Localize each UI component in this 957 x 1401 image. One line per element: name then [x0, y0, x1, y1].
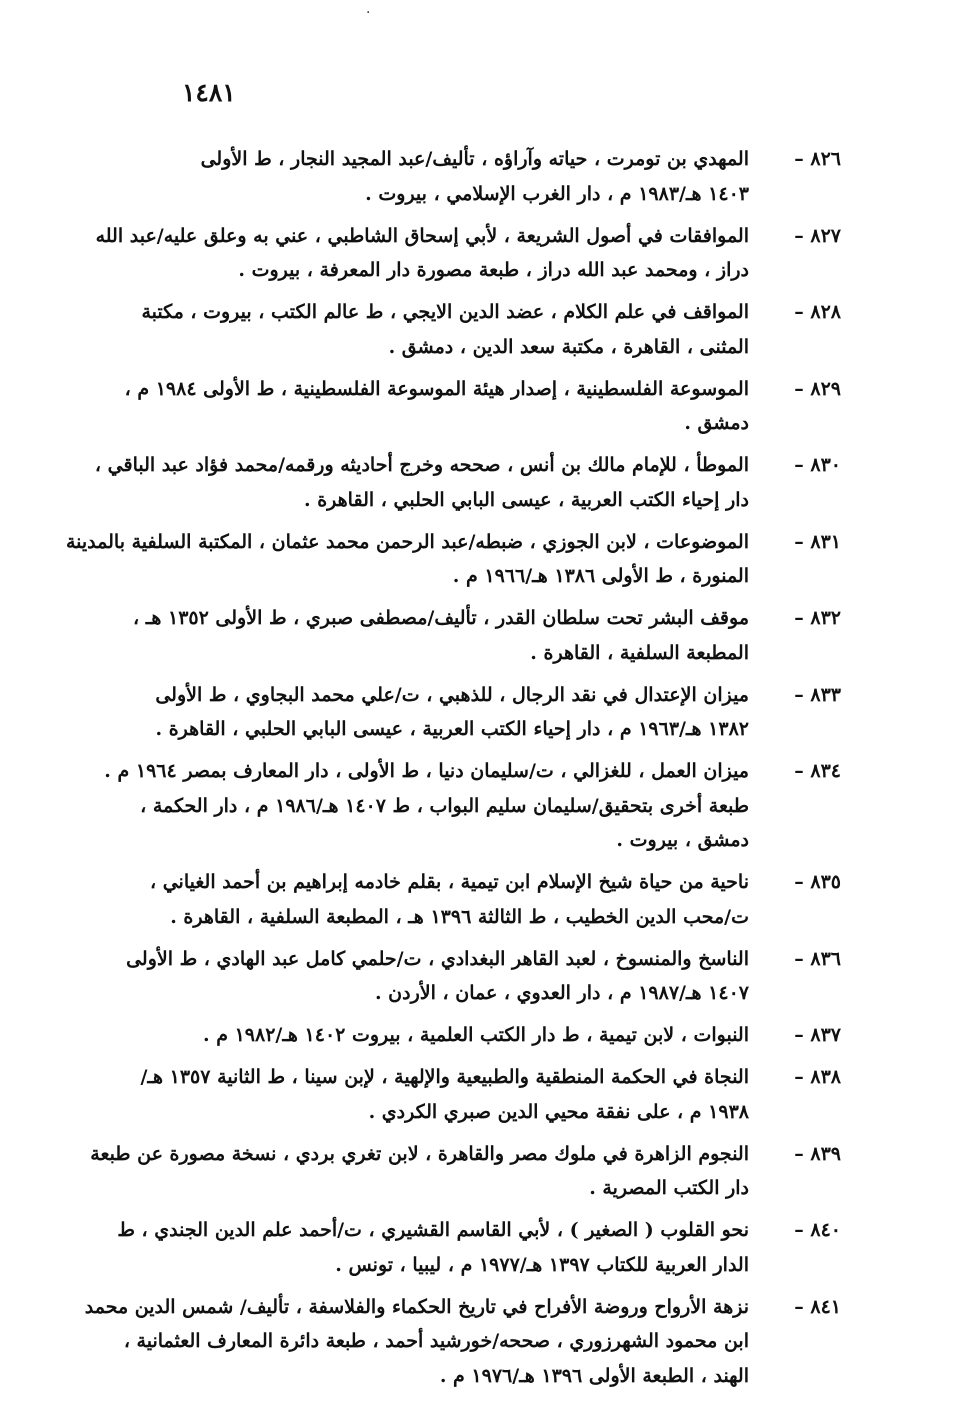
entry-text-line: المواقف في علم الكلام ، عضد الدين الايجي ، ط عالم الكتب ، بيروت ، مكتبة — [141, 301, 749, 323]
bibliography-entry — [117, 1213, 841, 1282]
entry-number: ٨٤٠ – — [794, 1219, 841, 1241]
bibliography-entry — [123, 372, 841, 441]
bibliography-entry — [65, 525, 841, 594]
entry-text-line: طبعة أخرى بتحقيق/سليمان سليم البواب ، ط ١٤٠٧ هـ/١٩٨٦ م ، دار الحكمة ، — [140, 794, 749, 817]
entry-text-line: الهند ، الطبعة الأولى ١٣٩٦ هـ/١٩٧٦ م . — [439, 1364, 749, 1387]
entry-text-line: ١٤٠٣ هـ/١٩٨٣ م ، دار الغرب الإسلامي ، بيروت . — [365, 182, 749, 205]
entry-number: ٨٣٦ – — [794, 947, 841, 970]
entry-number: ٨٤١ – — [794, 1295, 841, 1318]
entry-number: ٨٣٣ – — [794, 683, 841, 706]
entry-text-line: ميزان الإعتدال في نقد الرجال ، للذهبي ، ت/علي محمد البجاوي ، ط الأولى — [155, 683, 749, 706]
entry-text-line: ١٩٣٨ م ، على نفقة محيي الدين صبري الكردي . — [368, 1100, 749, 1123]
entry-number: ٨٣٥ – — [794, 871, 841, 893]
bibliography-entry — [123, 942, 841, 1011]
entry-text-line: موقف البشر تحت سلطان القدر ، تأليف/مصطفى صبري ، ط الأولى ١٣٥٢ هـ ، — [133, 607, 749, 629]
entry-text-line: الموطأ ، للإمام مالك بن أنس ، صححه وخرج أحاديثه ورقمه/محمد فؤاد عبد الباقي ، — [94, 454, 749, 476]
bibliography-entry — [123, 295, 841, 364]
entry-number: ٨٣٨ – — [794, 1066, 841, 1088]
bibliography-entry — [94, 448, 841, 517]
entry-text-line: النجوم الزاهرة في ملوك مصر والقاهرة ، لابن تغري بردي ، نسخة مصورة عن طبعة — [90, 1142, 749, 1165]
entry-text-line: نحو القلوب ( الصغير ) ، لأبي القاسم القشيري ، ت/أحمد علم الدين الجندي ، ط — [117, 1219, 749, 1241]
top-mark: · — [366, 5, 371, 21]
entry-number: ٨٢٦ – — [794, 148, 841, 170]
entry-number: ٨٢٩ – — [794, 377, 841, 400]
bibliography-entry — [123, 601, 841, 670]
bibliography-entry — [123, 142, 841, 211]
entry-text-line: دار الكتب المصرية . — [589, 1177, 749, 1199]
entry-text-line: ت/محب الدين الخطيب ، ط الثالثة ١٣٩٦ هـ ، المطبعة السلفية ، القاهرة . — [170, 905, 749, 928]
entry-text-line: الموسوعة الفلسطينية ، إصدار هيئة الموسوعة الفلسطينية ، ط الأولى ١٩٨٤ م ، — [124, 377, 749, 400]
bibliography-list — [65, 142, 841, 1401]
entry-number: ٨٣٢ – — [794, 607, 841, 629]
bibliography-entry — [123, 678, 841, 747]
entry-text-line: دراز ، ومحمد عبد الله دراز ، طبعة مصورة دار المعرفة ، بيروت . — [238, 259, 749, 281]
bibliography-entry — [104, 754, 841, 858]
entry-text-line: المنورة ، ط الأولى ١٣٨٦ هـ/١٩٦٦ م . — [452, 565, 749, 587]
bibliography-entry — [95, 219, 841, 288]
bibliography-entry — [84, 1290, 841, 1394]
entry-number: ٨٣٧ – — [794, 1024, 841, 1046]
entry-text-line: الموضوعات ، لابن الجوزي ، ضبطه/عبد الرحمن محمد عثمان ، المكتبة السلفية بالمدينة — [65, 530, 749, 553]
entry-text-line: المثنى ، القاهرة ، مكتبة سعد الدين ، دمشق . — [388, 335, 749, 358]
entry-number: ٨٢٨ – — [794, 301, 841, 323]
entry-text-line: ناحية من حياة شيخ الإسلام ابن تيمية ، بقلم خادمه إبراهيم بن أحمد الغياني ، — [149, 871, 749, 893]
entry-text-line: النجاة في الحكمة المنطقية والطبيعية والإلهية ، لإبن سينا ، ط الثانية ١٣٥٧ هـ/ — [140, 1066, 749, 1088]
page-number: ١٤٨١ — [182, 78, 236, 107]
entry-number: ٨٣٩ – — [794, 1142, 841, 1165]
entry-text-line: دار إحياء الكتب العربية ، عيسى البابي الحلبي ، القاهرة . — [304, 488, 749, 511]
entry-number: ٨٣٠ – — [794, 454, 841, 476]
bibliography-entry — [90, 1137, 841, 1206]
entry-text-line: الناسخ والمنسوخ ، لعبد القاهر البغدادي ، ت/حلمي كامل عبد الهادي ، ط الأولى — [126, 947, 749, 970]
entry-text-line: ميزان العمل ، للغزالي ، ت/سليمان دنيا ، ط الأولى ، دار المعارف بمصر ١٩٦٤ م . — [104, 760, 749, 782]
entry-number: ٨٣٤ – — [794, 760, 841, 782]
entry-text-line: النبوات ، لابن تيمية ، ط دار الكتب العلمية ، بيروت ١٤٠٢ هـ/١٩٨٢ م . — [202, 1024, 749, 1046]
entry-text-line: دمشق ، بيروت . — [616, 829, 749, 851]
entry-number: ٨٣١ – — [794, 530, 841, 553]
entry-number: ٨٢٧ – — [794, 224, 841, 247]
entry-text-line: ابن محمود الشهرزوري ، صححه/خورشيد أحمد ، طبعة دائرة المعارف العثمانية ، — [123, 1330, 749, 1352]
entry-text-line: المطبعة السلفية ، القاهرة . — [530, 641, 749, 664]
entry-text-line: الدار العربية للكتاب ١٣٩٧ هـ/١٩٧٧ م ، ليبيا ، تونس . — [335, 1253, 749, 1276]
entry-text-line: نزهة الأرواح وروضة الأفراح في تاريخ الحكماء والفلاسفة ، تأليف/ شمس الدين محمد — [84, 1295, 749, 1318]
bibliography-entry — [123, 1018, 841, 1053]
entry-text-line: المهدي بن تومرت ، حياته وآراؤه ، تأليف/عبد المجيد النجار ، ط الأولى — [200, 148, 749, 170]
entry-text-line: ١٣٨٢ هـ/١٩٦٣ م ، دار إحياء الكتب العربية ، عيسى البابي الحلبي ، القاهرة . — [155, 718, 749, 740]
bibliography-entry — [123, 1060, 841, 1129]
entry-text-line: الموافقات في أصول الشريعة ، لأبي إسحاق الشاطبي ، عني به وعلق عليه/عبد الله — [95, 224, 749, 247]
bibliography-entry — [123, 865, 841, 934]
entry-text-line: دمشق . — [684, 412, 749, 434]
entry-text-line: ١٤٠٧ هـ/١٩٨٧ م ، دار العدوي ، عمان ، الأردن . — [374, 982, 749, 1004]
